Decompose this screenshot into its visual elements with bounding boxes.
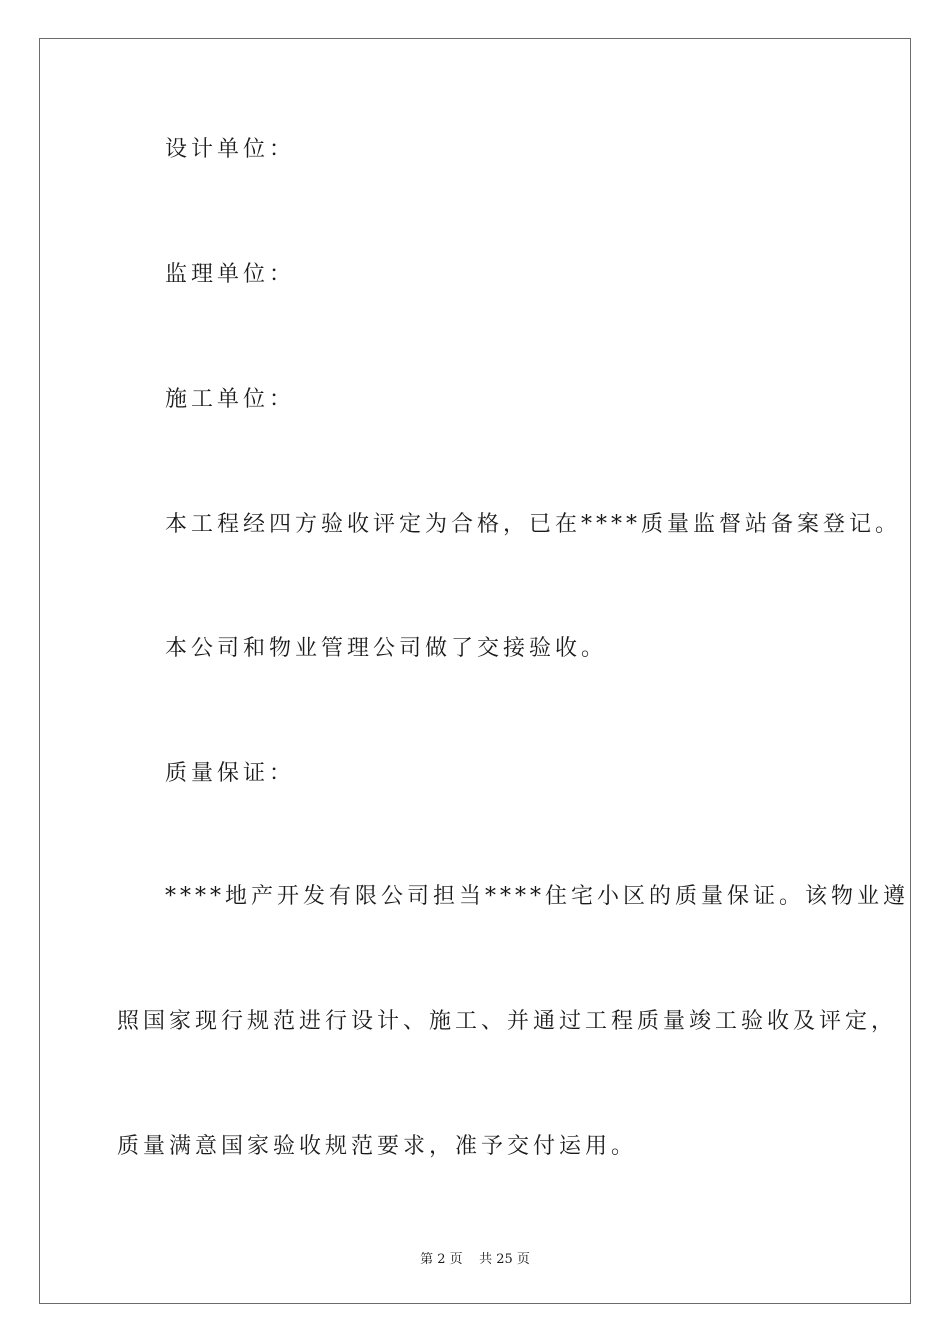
guarantee-paragraph-line-1: ****地产开发有限公司担当****住宅小区的质量保证。该物业遵 <box>165 884 910 909</box>
page-frame <box>39 38 911 1304</box>
guarantee-paragraph-line-3: 质量满意国家验收规范要求，准予交付运用。 <box>117 1134 638 1159</box>
supervision-unit-label: 监理单位： <box>165 262 296 287</box>
page-number-footer: 第 2 页 共 25 页 <box>420 1252 530 1267</box>
guarantee-paragraph-line-2: 照国家现行规范进行设计、施工、并通过工程质量竣工验收及评定， <box>117 1009 898 1034</box>
design-unit-label: 设计单位： <box>165 137 296 162</box>
construction-unit-label: 施工单位： <box>165 387 296 412</box>
handover-paragraph: 本公司和物业管理公司做了交接验收。 <box>165 636 608 661</box>
acceptance-paragraph: 本工程经四方验收评定为合格，已在****质量监督站备案登记。 <box>165 512 902 537</box>
quality-guarantee-heading: 质量保证： <box>165 761 296 786</box>
